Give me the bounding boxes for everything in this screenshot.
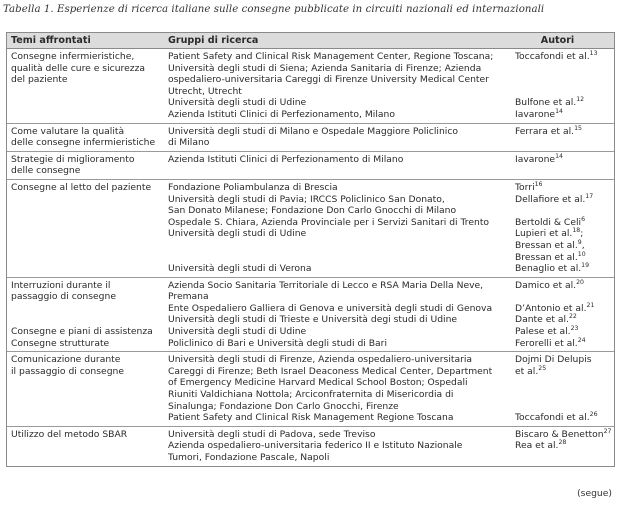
research-group-line: Fondazione Poliambulanza di Brescia	[168, 181, 338, 193]
research-group-line: Università degli studi di Padova, sede Treviso	[168, 428, 376, 440]
author-name: Iavarone	[515, 153, 556, 165]
reference-number: 9	[577, 238, 582, 246]
theme-line: delle consegne infermieristiche	[11, 137, 156, 149]
groups-cell	[164, 154, 511, 177]
reference-number: 15	[574, 124, 582, 132]
author-name: Bertoldi & Celi	[515, 216, 582, 228]
author-line	[515, 97, 614, 109]
research-group-line: Università degli studi di Udine	[168, 326, 307, 338]
research-group-line: Azienda Socio Sanitaria Territoriale di Lecco e RSA Maria Della Neve,	[168, 279, 484, 291]
research-table	[6, 32, 615, 467]
authors-cell	[511, 429, 614, 464]
research-group-line: Patient Safety and Clinical Risk Management Center, Regione Toscana;	[168, 51, 494, 62]
reference-number: 23	[570, 325, 579, 333]
reference-number: 22	[568, 313, 577, 321]
header-autori: Autori	[540, 35, 575, 46]
theme-line	[11, 452, 164, 464]
authors-cell	[511, 51, 614, 121]
theme-line	[11, 86, 164, 98]
research-group-line: of Emergency Medicine Harvard Medical School Boston; Ospedali	[168, 377, 468, 389]
research-group-line: ospedaliero-universitaria Careggi di Firenze University Medical Center	[168, 74, 489, 86]
author-line	[515, 194, 614, 206]
groups-cell	[164, 280, 511, 350]
research-group-line: Università degli studi di Verona	[168, 263, 312, 275]
theme-line: Comunicazione durante	[11, 354, 121, 366]
theme-line	[11, 377, 164, 389]
table-caption: Tabella 1. Esperienze di ricerca italiane sulle consegne pubblicate in circuiti nazionali ed internazionali	[3, 4, 545, 15]
theme-line	[11, 401, 164, 413]
theme-line: delle consegne	[11, 165, 81, 177]
reference-number: 25	[538, 364, 547, 372]
research-group-line: Patient Safety and Clinical Risk Management Regione Toscana	[168, 412, 454, 424]
author-name: Damico et al.	[515, 279, 577, 291]
research-group-line: Tumori, Fondazione Pascale, Napoli	[168, 452, 330, 463]
theme-line: Consegne e piani di assistenza	[11, 326, 153, 338]
reference-number: 18	[572, 227, 581, 235]
author-name: Benaglio et al.	[515, 263, 582, 275]
theme-line	[11, 109, 164, 121]
theme-line	[11, 263, 164, 275]
groups-cell	[164, 182, 511, 275]
reference-number: 16	[534, 180, 543, 188]
research-group-line: Azienda Istituti Clinici di Perfezionamento, Milano	[168, 108, 395, 120]
author-line	[515, 74, 614, 86]
author-line	[515, 452, 614, 464]
theme-line	[11, 252, 164, 264]
theme-line	[11, 303, 164, 315]
author-line	[515, 63, 614, 75]
continued-note: (segue)	[577, 488, 612, 499]
author-name: Torri	[515, 181, 535, 193]
author-name: Ferorelli et al.	[515, 337, 578, 349]
author-name: Toccafondi et al.	[515, 51, 590, 62]
theme-line: Utilizzo del metodo SBAR	[11, 428, 128, 440]
author-line	[515, 240, 614, 252]
author-line	[515, 252, 614, 264]
authors-cell	[511, 126, 614, 149]
author-name: Palese et al.	[515, 326, 571, 338]
groups-cell	[164, 126, 511, 149]
theme-line: Consegne infermieristiche,	[11, 51, 135, 62]
theme-cell	[7, 154, 164, 177]
table-row	[7, 277, 614, 352]
author-line	[515, 280, 614, 292]
research-group-line: Azienda Istituti Clinici di Perfezionamento di Milano	[168, 153, 404, 165]
reference-number: 20	[576, 278, 584, 286]
reference-number: 13	[589, 50, 598, 57]
theme-line: Consegne al letto del paziente	[11, 181, 152, 193]
author-name: Rea et al.	[515, 440, 559, 452]
theme-line: del paziente	[11, 74, 68, 86]
research-group-line: Sinalunga; Fondazione Don Carlo Gnocchi, Firenze	[168, 400, 399, 412]
theme-line: Strategie di miglioramento	[11, 153, 135, 165]
reference-number: 24	[577, 336, 586, 344]
table-row	[7, 179, 614, 277]
reference-number: 12	[576, 96, 585, 104]
research-group-line: Università degli studi di Trieste e Università degi studi di Udine	[168, 314, 458, 326]
reference-number: 14	[555, 107, 563, 115]
table-row	[7, 351, 614, 426]
author-line	[515, 366, 614, 378]
research-group-line: Università degli studi di Firenze, Azienda ospedaliero-universitaria	[168, 354, 473, 366]
reference-number: 21	[586, 301, 595, 309]
author-line	[515, 338, 614, 350]
author-name: Lupieri et al.	[515, 228, 573, 240]
table-row	[7, 426, 614, 466]
author-name: Biscaro & Benetton	[515, 428, 604, 440]
author-line	[515, 354, 614, 366]
author-line	[515, 51, 614, 63]
authors-cell	[511, 280, 614, 350]
theme-line: passaggio di consegne	[11, 291, 116, 303]
groups-cell	[164, 429, 511, 464]
research-group-line	[168, 252, 511, 264]
authors-cell	[511, 154, 614, 177]
table-row	[7, 151, 614, 179]
author-name: Toccafondi et al.	[515, 412, 590, 424]
header-gruppi: Gruppi di ricerca	[168, 35, 259, 46]
author-name: Dellafiore et al.	[515, 193, 586, 205]
authors-cell	[511, 354, 614, 424]
author-line	[515, 377, 614, 389]
reference-number: 28	[558, 439, 567, 447]
research-group-line: di Milano	[168, 137, 210, 149]
reference-number: 6	[581, 215, 586, 223]
author-line	[515, 154, 614, 166]
research-group-line: Università degli studi di Udine	[168, 97, 307, 109]
groups-cell	[164, 51, 511, 121]
theme-line	[11, 240, 164, 252]
theme-cell	[7, 51, 164, 121]
author-line	[515, 326, 614, 338]
theme-line: qualità delle cure e sicurezza	[11, 62, 146, 74]
reference-number: 14	[555, 152, 563, 160]
theme-line: il passaggio di consegne	[11, 365, 124, 377]
theme-cell	[7, 429, 164, 464]
theme-line	[11, 217, 164, 229]
author-suffix: ;	[580, 228, 584, 240]
author-name: et al.	[515, 365, 539, 377]
author-line	[515, 401, 614, 413]
theme-cell	[7, 126, 164, 149]
research-group-line: Ente Ospedaliero Galliera di Genova e università degli studi di Genova	[168, 302, 493, 314]
research-group-line: Università degli studi di Milano e Ospedale Maggiore Policlinico	[168, 125, 458, 137]
theme-cell	[7, 354, 164, 424]
research-group-line: San Donato Milanese; Fondazione Don Carlo Gnocchi di Milano	[168, 205, 457, 217]
author-line	[515, 137, 614, 149]
author-name: D’Antonio et al.	[515, 302, 587, 314]
theme-line	[11, 205, 164, 217]
theme-line	[11, 412, 164, 424]
author-line	[515, 303, 614, 315]
theme-line	[11, 194, 164, 206]
table-row	[7, 49, 614, 123]
author-name: Iavarone	[515, 108, 556, 120]
theme-line: Interruzioni durante il	[11, 279, 111, 291]
reference-number: 26	[589, 411, 598, 419]
theme-line	[11, 389, 164, 401]
reference-number: 10	[577, 250, 586, 258]
author-line	[515, 165, 614, 177]
header-temi: Temi affrontati	[11, 35, 91, 46]
research-group-line: Riuniti Valdichiana Nottola; Arciconfraternita di Misericordia di	[168, 389, 454, 401]
research-group-line	[168, 240, 511, 252]
research-group-line: Careggi di Firenze; Beth Israel Deaconess Medical Center, Department	[168, 365, 493, 377]
research-group-line: Utrecht, Utrecht	[168, 85, 242, 97]
research-group-line	[168, 165, 511, 177]
author-line	[515, 314, 614, 326]
author-line	[515, 182, 614, 194]
table-row	[7, 123, 614, 151]
author-name: Bulfone et al.	[515, 97, 577, 109]
author-name: Bressan et al.	[515, 251, 578, 263]
author-name: Dojmi Di Delupis	[515, 354, 592, 366]
theme-line	[11, 440, 164, 452]
author-line	[515, 109, 614, 121]
author-line	[515, 291, 614, 303]
author-name: Ferrara et al.	[515, 125, 575, 137]
theme-line: Consegne strutturate	[11, 337, 110, 349]
theme-line	[11, 97, 164, 109]
research-group-line: Azienda ospedaliero-universitaria federico II e Istituto Nazionale	[168, 440, 463, 452]
author-line	[515, 126, 614, 138]
research-group-line: Università degli studi di Pavia; IRCCS Policlinico San Donato,	[168, 193, 445, 205]
theme-cell	[7, 280, 164, 350]
theme-line	[11, 228, 164, 240]
reference-number: 19	[581, 262, 590, 270]
author-line	[515, 217, 614, 229]
author-line	[515, 440, 614, 452]
research-group-line: Premana	[168, 291, 209, 303]
groups-cell	[164, 354, 511, 424]
theme-line	[11, 314, 164, 326]
author-line	[515, 263, 614, 275]
authors-cell	[511, 182, 614, 275]
theme-cell	[7, 182, 164, 275]
research-group-line: Università degli studi di Siena; Azienda Sanitaria di Firenze; Azienda	[168, 62, 482, 74]
author-line	[515, 228, 614, 240]
author-suffix: ,	[581, 239, 585, 251]
author-line	[515, 412, 614, 424]
research-group-line: Ospedale S. Chiara, Azienda Provinciale per i Servizi Sanitari di Trento	[168, 216, 490, 228]
research-group-line: Università degli studi di Udine	[168, 228, 307, 240]
theme-line: Come valutare la qualità	[11, 125, 125, 137]
author-name: Dante et al.	[515, 314, 569, 326]
reference-number: 27	[603, 427, 612, 435]
author-line	[515, 205, 614, 217]
table-body	[7, 49, 614, 466]
research-group-line: Policlinico di Bari e Università degli studi di Bari	[168, 337, 388, 349]
table-header-row	[7, 32, 614, 49]
author-line	[515, 389, 614, 401]
author-line	[515, 86, 614, 98]
reference-number: 17	[585, 192, 594, 200]
author-name: Bressan et al.	[515, 239, 578, 251]
